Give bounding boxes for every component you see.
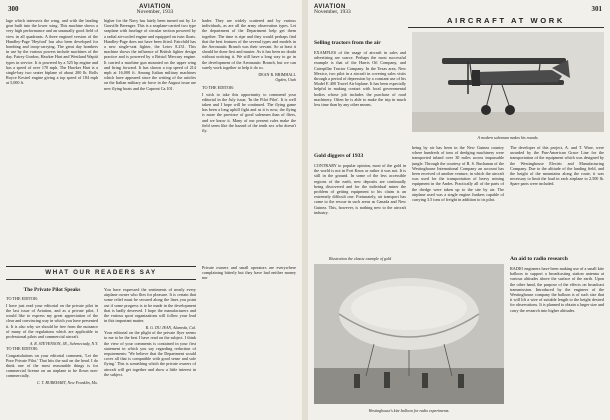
letter-title: The Private Pilot Speaks [23, 287, 81, 293]
left-col-5 [104, 287, 196, 416]
photo1-caption: A modern salesman makes his rounds. [477, 135, 539, 140]
letter-e: Your editorial on the plight of the private flyer seems to me to be the best I have read on the subject. I think the view of your comments is contained in your first statement in which you say regarding reduction of requirements: 'We believe that the Department would cover all that is compatible with good sense and safe flying.' This is something which the private owners of aircraft will get together and show a little interest in the subject. [104, 330, 196, 377]
left-running-title: AVIATION [139, 4, 171, 10]
left-col-4 [6, 296, 98, 416]
right-col-3-text: being by air has been in the New Guinea country where hundreds of tons of dredging machinery were transported inland over 30 miles across impassable jungle. Through the courtesy of R. S. Buchanan of the Westinghouse International Company an account has been received of another venture, in which the aircraft was used for the transportation of heavy mining equipment in the Andes. Practically all of the parts of the dredge were taken up to the site by air. The airplane used was a single engine Junkers capable of carrying 3.5 tons of freight in addition to its pilot. [412, 145, 504, 203]
section4-text: RADIO engineers have been making use of a small kite balloon to support a broadcasting station antenna at various altitudes above the surface of the earth. Upon the other hand, the purpose of the effects on broadcast transmission. Introduced by the engineer of the Westinghouse company the balloon is of such size that it will lift a wire of suitable length to the height desired for observations. It is planned to obtain a larger size and carry the research into higher altitudes. [510, 266, 604, 313]
left-col-1 [6, 18, 98, 256]
right-col-4-text: The developer of this project, A. and T. Ware, were awarded by the Pan-American Grace Line for the transportation of the equipment which was designed by the Westinghouse Electric and Manufacturing Company. Due to the altitude of the landing field, and the height of the mountains along the route, it was necessary to limit the load in each airplane to 2,500 lb. Spare parts were included. [510, 145, 604, 187]
left-col-6 [202, 265, 296, 416]
letter-b: I have just read your editorial on the private pilot in the last issue of Aviation, and as a private pilot, I would like to express my great appreciation of the clear and convincing way in which you have presented it. It is also why we should be free from the nuisance of many of the regulations which are applicable to professional pilots and commercial aircraft. [6, 302, 98, 339]
left-col-1-text: lage which intersects the wing, and with the landing gear built into the lower wing. This machine shows a very high performance and an unusually good field of view in all quadrants. A three engined version of the Handley-Page 'Heyford' has also been developed for bombing and troop-carrying. The great day bombers in use by the various powers include machines of the day. Fairey Gordon, Hawker Hart and Westland Wapiti types in service. It is powered by a 525 hp engine and has a speed of over 170 mph. The Hawker Hart is a single-bay two seater biplane of about 200 lb. Rolls Royce Kestrel engine giving a top speed of 184 mph at 5,000 ft. [6, 18, 98, 86]
left-col-2-text: higher for the Navy has lately been turned out by Le Gouville Berenger. This is a seaplane-carried two type seaplane with fuselage of circular section powered by a radial air-cooled engine and equipped on twin floats. Handley-Page does not have been fitted. Fairchild has a new single-seat fighter, the Letov 8.231. This machine shows the influence of British fighter design practice and is powered by a Bristol Mercury engine. It carried a machine gun mounted on the upper wing and firing forward. It has shown a top speed of 214 mph at 16,000 ft. Among Italian military machines which have appeared since the writing of the articles on the Italian military air force in the August issue are new flying boats and the Caproni Ca.101. [104, 18, 196, 91]
author-place: Ogden, Utah [275, 76, 296, 82]
left-running-head [120, 5, 190, 15]
left-running-date: November, 1933 [136, 9, 174, 15]
section1-text: EXAMPLES of the usage of aircraft in sales and advertising are scarce. Perhaps the most successful example is that of the Harris Oil Company, and Caterpillar Tractor Company. In the Texas area, New Mexico, two pilot in a aircraft in covering sales visits through a period of depression by a constant use of his Model E 400 Travel Air biplane. It has been especially helpful in making contact with local governmental bodies whose job includes the purchase of road machinery. Often he is able to make the trip in much less time than by any other means. [314, 50, 406, 108]
right-page [308, 0, 610, 420]
photo3-caption: Westinghouse's kite balloon for radio experiments. [368, 408, 450, 413]
right-running-date: November, 1933 [314, 9, 351, 15]
aircraft-banner-rule [408, 27, 604, 28]
banner-rule-top [6, 266, 196, 267]
section4-body [510, 266, 604, 416]
left-col-6-text: Private owners and small operators are everywhere complaining bitterly but they have had neither money nor [202, 265, 296, 281]
section1-title: Selling tractors from the air [314, 40, 381, 46]
author-signature: DEAN R. BRIMHALL [258, 71, 296, 77]
section2-title: Gold diggers of 1933 [314, 153, 364, 159]
right-page-number: 301 [591, 5, 602, 13]
banner-rule-bottom [6, 279, 196, 280]
section4-title: An aid to radio research [510, 256, 568, 262]
signature-c: C. T. BURKHART, New Franklin, Mo. [36, 380, 98, 386]
right-col-4 [510, 145, 604, 250]
biplane-illustration [412, 32, 604, 132]
left-col-2 [104, 18, 196, 256]
letter-c: Congratulations on your editorial comment, 'Let the Poor Private Pilot.' That hits the nail on the head. I do think one of the most reasonable things is for commercial license on an airplane to be flown non-commercially. [6, 352, 98, 379]
left-page [0, 0, 302, 420]
section2-body [314, 163, 406, 255]
section1-body [314, 50, 406, 150]
right-running-head [314, 5, 384, 15]
photo-balloon [314, 264, 504, 404]
left-col-3 [202, 18, 296, 256]
left-page-number: 300 [8, 5, 19, 13]
signature-b: A. R. STEVENSON, JR., Schenectady, N.Y. [29, 340, 98, 346]
editor-salutation-3: TO THE EDITOR: [6, 345, 39, 351]
editor-salutation-1: TO THE EDITOR: [202, 84, 235, 90]
section2-text: CONTRARY to popular opinion, most of the gold in the world is not in Fort Knox or rather it was not. It is still in the ground. In some of the less accessible regions of the earth, new deposits are continually being discovered and for the individual miner the problem of getting equipment to his claim is an extremely difficult one. Fortunately, air transport has come to the rescue in such areas as Canada and New Guinea. This, however, is nothing new to the aircraft industry. [314, 163, 406, 215]
letter-d: You have expressed the sentiments of nearly every airplane owner who flies for pleasure. It is certain that some relief must be secured along the lines you point out if some progress is to be made in the development that is badly deserved. I hope the manufacturers and the various sport organizations will follow your lead in this important matter. [104, 287, 196, 324]
letter-a: I wish to take this opportunity to commend your editorial in the July issue, 'In the Pilot Pilot'. It is well taken and I hope will be continued. The flying game has been a long uphill fight and as it is now, the flying is more the province of good salesmen than of fliers, and we know it. Many of our present rules make the field seem like the hazard of the tenth sex who doesn't fly. [202, 91, 296, 134]
left-col-3-text: bader. They are widely scattered and by various individuals, as are all the army observation types. Let the department of the Department help get them together. The time is ripe and they would perhaps find that the best features of the several types and models in the Aeronautic Branch was their servant. So at least it should be done first and master. As it has been no doubt without noticing it. We still have a long way to go in the development of the Aeronautic Branch, but we can surely work together to help it do so. [202, 18, 296, 70]
aircraft-banner: AIRCRAFT AT WORK [447, 16, 565, 25]
right-col-3 [412, 145, 504, 250]
photo-biplane [412, 32, 604, 132]
readers-banner: WHAT OUR READERS SAY [45, 269, 157, 276]
balloon-illustration [314, 264, 504, 404]
signature-d: R. G. DU JEAN, Alameda, Cal. [145, 324, 196, 330]
editor-salutation-2: TO THE EDITOR: [6, 296, 39, 301]
photo2-caption: Illustration the classic example of gold [328, 256, 392, 261]
right-running-title: AVIATION [314, 4, 346, 10]
